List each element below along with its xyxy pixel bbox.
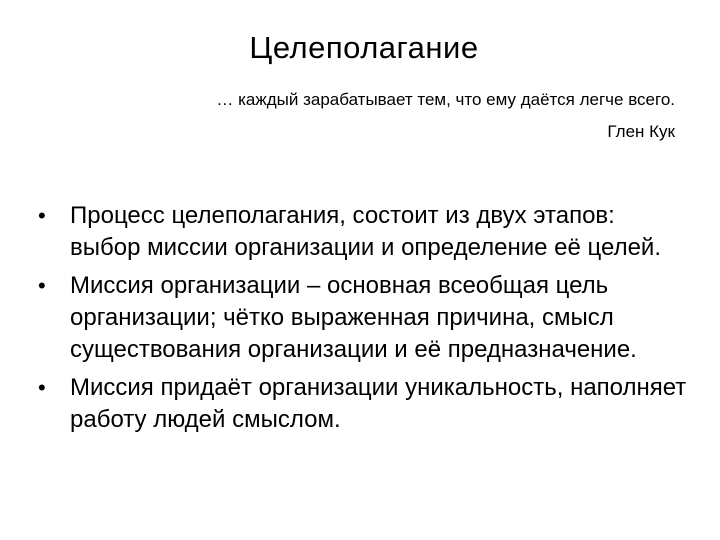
bullet-icon: • [38, 375, 46, 400]
bullet-icon: • [38, 203, 46, 228]
bullet-item [30, 200, 690, 264]
bullet-text: Процесс целеполагания, состоит из двух этапов: выбор миссии организации и определение её целей. [70, 202, 661, 261]
slide-title: Целеполагание [249, 30, 479, 65]
bullet-item [30, 372, 690, 436]
bullet-text: Миссия организации – основная всеобщая цель организации; чётко выраженная причина, смысл существования организации и её предназначение. [70, 272, 637, 363]
bullet-text: Миссия придаёт организации уникальность, наполняет работу людей смыслом. [70, 374, 687, 433]
bullet-icon: • [38, 273, 46, 298]
epigraph-author: Глен Кук [607, 122, 675, 141]
bullet-item [30, 270, 690, 366]
bullet-list [30, 200, 690, 442]
epigraph-quote: … каждый зарабатывает тем, что ему даётся легче всего. [216, 90, 675, 109]
